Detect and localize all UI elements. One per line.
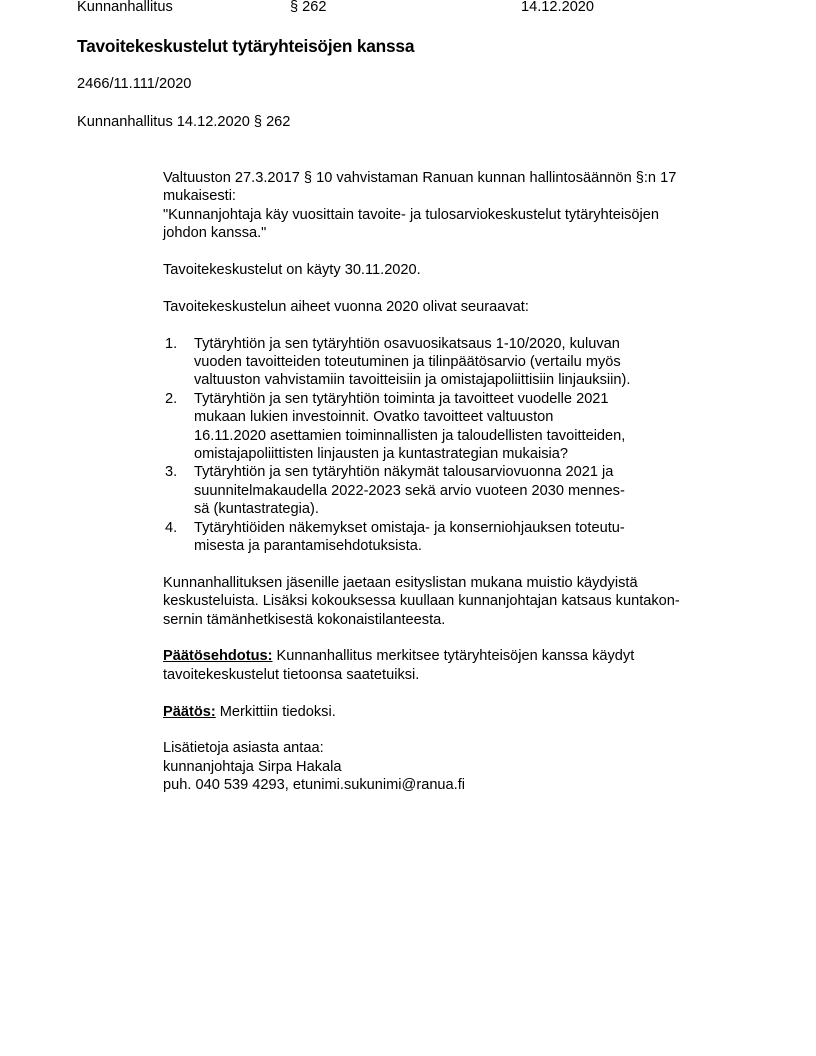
header-date: 14.12.2020 xyxy=(521,0,595,15)
contact-details: puh. 040 539 4293, etunimi.sukunimi@ranua.fi xyxy=(163,777,466,794)
list-item xyxy=(163,390,743,464)
case-number: 2466/11.111/2020 xyxy=(77,76,192,92)
list-item xyxy=(163,463,743,518)
list-number: 3. xyxy=(165,464,178,481)
text-line: sernin tämänhetkisestä kokonaistilanteesta. xyxy=(163,611,446,628)
list-item xyxy=(163,335,743,390)
text-line: Tytäryhtiön ja sen tytäryhtiön toiminta ja tavoitteet vuodelle 2021 xyxy=(194,390,609,407)
text-line: Valtuuston 27.3.2017 § 10 vahvistaman Ranuan kunnan hallintosäännön §:n 17 xyxy=(163,170,677,186)
text-line: Tytäryhtiöiden näkemykset omistaja- ja konserniohjauksen toteutu- xyxy=(194,519,625,536)
text-line: misesta ja parantamisehdotuksista. xyxy=(194,538,422,555)
list-number: 1. xyxy=(165,335,178,352)
text-line: Tytäryhtiön ja sen tytäryhtiön osavuosikatsaus 1-10/2020, kuluvan xyxy=(194,335,620,352)
text-line: sä (kuntastrategia). xyxy=(194,501,319,518)
text-line: keskusteluista. Lisäksi kokouksessa kuullaan kunnanjohtajan katsaus kuntakon- xyxy=(163,593,680,610)
proposal-label: Päätösehdotus: xyxy=(163,648,273,665)
text-line xyxy=(163,647,743,665)
text-line: "Kunnanjohtaja käy vuosittain tavoite- ja tulosarviokeskustelut tytäryhteisöjen xyxy=(163,206,659,223)
text-line: valtuuston vahvistamiin tavoitteisiin ja omistajapoliittisiin linjauksiin). xyxy=(194,372,631,389)
text-line: tavoitekeskustelut tietoonsa saatetuiksi. xyxy=(163,666,420,683)
topics-intro: Tavoitekeskustelun aiheet vuonna 2020 olivat seuraavat: xyxy=(163,298,529,315)
text-line: 16.11.2020 asettamien toiminnallisten ja taloudellisten tavoitteiden, xyxy=(194,427,626,444)
held-on-paragraph: Tavoitekeskustelut on käyty 30.11.2020. xyxy=(163,262,421,279)
header-body: Kunnanhallitus xyxy=(77,0,173,15)
header-section: § 262 xyxy=(290,0,327,15)
decision-text: Merkittiin tiedoksi. xyxy=(215,703,336,720)
proposal-text: Kunnanhallitus merkitsee tytäryhteisöjen kanssa käydyt xyxy=(272,648,635,665)
meeting-reference: Kunnanhallitus 14.12.2020 § 262 xyxy=(77,114,291,130)
proposal-paragraph xyxy=(163,647,743,684)
topics-list xyxy=(163,335,743,556)
text-line: suunnitelmakaudella 2022-2023 sekä arvio vuoteen 2030 mennes- xyxy=(194,482,625,499)
text-line: Lisätietoja asiasta antaa: xyxy=(163,740,324,757)
list-number: 4. xyxy=(165,519,178,536)
text-line: mukaisesti: xyxy=(163,188,236,205)
text-line: omistajapoliittisten linjausten ja kuntastrategian mukaisia? xyxy=(194,446,568,463)
decision-paragraph xyxy=(163,703,743,721)
contact-paragraph xyxy=(163,739,743,794)
document-body xyxy=(163,169,743,813)
intro-paragraph xyxy=(163,169,743,243)
text-line: Tytäryhtiön ja sen tytäryhtiön näkymät talousarviovuonna 2021 ja xyxy=(194,464,614,481)
list-item xyxy=(163,519,743,556)
text-line: johdon kanssa." xyxy=(163,225,267,242)
text-line: vuoden tavoitteiden toteutuminen ja tilinpäätösarvio (vertailu myös xyxy=(194,354,621,371)
memo-paragraph xyxy=(163,574,743,629)
text-line: Kunnanhallituksen jäsenille jaetaan esityslistan mukana muistio käydyistä xyxy=(163,574,638,591)
text-line: kunnanjohtaja Sirpa Hakala xyxy=(163,758,342,775)
text-line: mukaan lukien investoinnit. Ovatko tavoitteet valtuuston xyxy=(194,409,554,426)
document-title: Tavoitekeskustelut tytäryhteisöjen kanssa xyxy=(77,36,415,56)
list-number: 2. xyxy=(165,390,178,407)
decision-label: Päätös: xyxy=(163,703,216,720)
